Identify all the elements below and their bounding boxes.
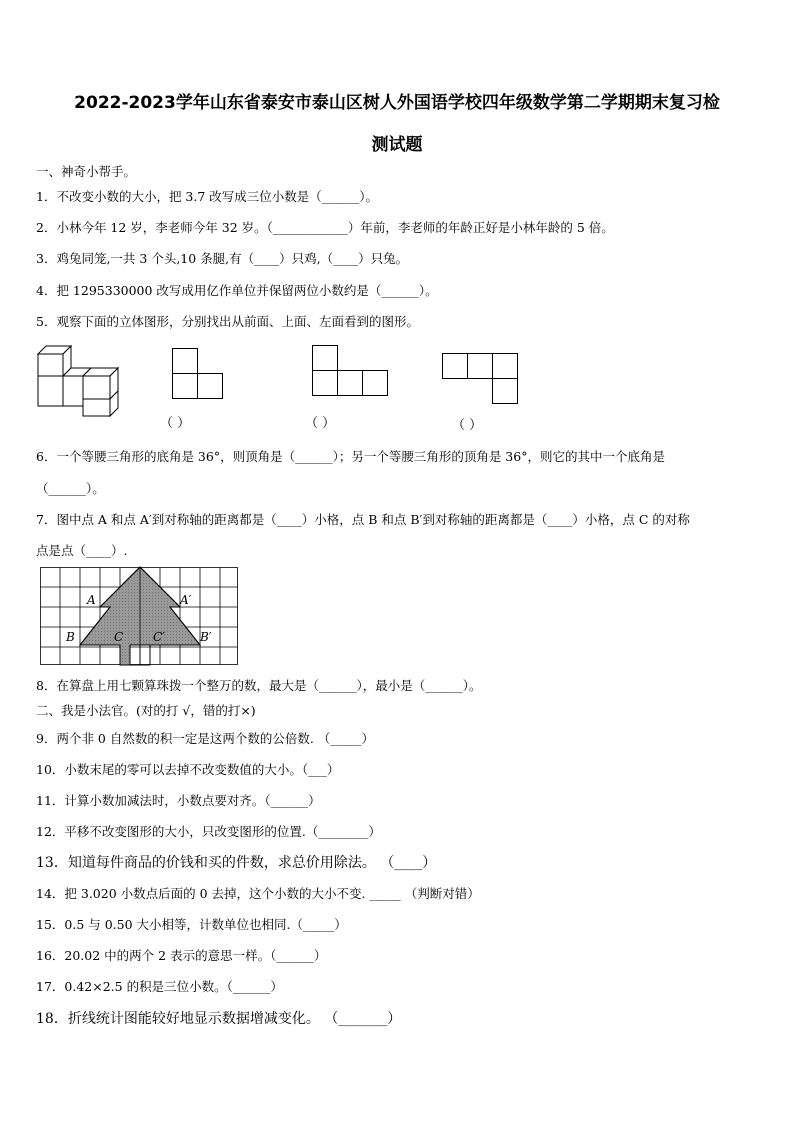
question-5: 5．观察下面的立体图形，分别找出从前面、上面、左面看到的图形。	[36, 314, 419, 329]
question-6-line-2: （______）。	[36, 481, 105, 496]
page-title-line-1: 2022-2023学年山东省泰安市泰山区树人外国语学校四年级数学第二学期期末复习检	[74, 93, 720, 113]
view-figure-2	[312, 345, 388, 397]
question-12: 12．平移不改变图形的大小，只改变图形的位置.（________）	[36, 824, 381, 839]
answer-blank-view-1[interactable]: （ ）	[160, 416, 191, 431]
label-B: B	[66, 630, 75, 644]
page-title-line-2: 测试题	[371, 135, 423, 155]
question-14: 14．把 3.020 小数点后面的 0 去掉，这个小数的大小不变. _____ （判断对错）	[36, 886, 480, 901]
question-17: 17．0.42×2.5 的积是三位小数。（______）	[36, 979, 283, 994]
label-B-prime: B′	[200, 630, 212, 644]
question-18: 18．折线统计图能较好地显示数据增减变化。 （_______）	[36, 1011, 402, 1027]
question-2: 2．小林今年 12 岁，李老师今年 32 岁。（____________）年前，李老师的年龄正好是小林年龄的 5 倍。	[36, 220, 614, 235]
question-9: 9．两个非 0 自然数的积一定是这两个数的公倍数. （_____）	[36, 731, 375, 746]
question-11: 11．计算小数加减法时，小数点要对齐。（______）	[36, 793, 321, 808]
question-1: 1．不改变小数的大小，把 3.7 改写成三位小数是（______）。	[36, 189, 379, 204]
view-figure-1	[172, 348, 224, 400]
question-7-line-2: 点是点（____）.	[36, 543, 128, 558]
label-C-prime: C′	[153, 630, 165, 644]
question-10: 10．小数末尾的零可以去掉不改变数值的大小。（___）	[36, 762, 340, 777]
question-3: 3．鸡兔同笼,一共 3 个头,10 条腿,有（____）只鸡,（____）只兔。	[36, 251, 409, 266]
label-A: A	[87, 593, 96, 607]
label-C: C	[114, 630, 124, 644]
view-figure-3	[442, 353, 518, 405]
question-13: 13．知道每件商品的价钱和买的件数，求总价用除法。 （____）	[36, 855, 437, 871]
answer-blank-view-2[interactable]: （ ）	[305, 416, 336, 431]
question-6-line-1: 6．一个等腰三角形的底角是 36°，则顶角是（______）；另一个等腰三角形的顶角是 36°，则它的其中一个底角是	[36, 449, 665, 464]
question-8: 8．在算盘上用七颗算珠拨一个整万的数，最大是（______），最小是（______）。	[36, 678, 482, 693]
label-A-prime: A′	[180, 593, 192, 607]
question-7-line-1: 7．图中点 A 和点 A′到对称轴的距离都是（____）小格，点 B 和点 B′到对称轴的距离都是（____）小格，点 C 的对称	[36, 512, 690, 527]
question-15: 15．0.5 与 0.50 大小相等，计数单位也相同.（_____）	[36, 917, 347, 932]
section-1-heading: 一、神奇小帮手。	[36, 164, 137, 179]
cube-figure	[36, 346, 136, 416]
symmetry-grid-figure	[40, 567, 238, 667]
section-2-heading: 二、我是小法官。(对的打 √，错的打×)	[36, 703, 256, 718]
question-16: 16．20.02 中的两个 2 表示的意思一样。（______）	[36, 948, 327, 963]
answer-blank-view-3[interactable]: （ ）	[452, 418, 483, 433]
question-4: 4．把 1295330000 改写成用亿作单位并保留两位小数约是（______）。	[36, 283, 438, 298]
